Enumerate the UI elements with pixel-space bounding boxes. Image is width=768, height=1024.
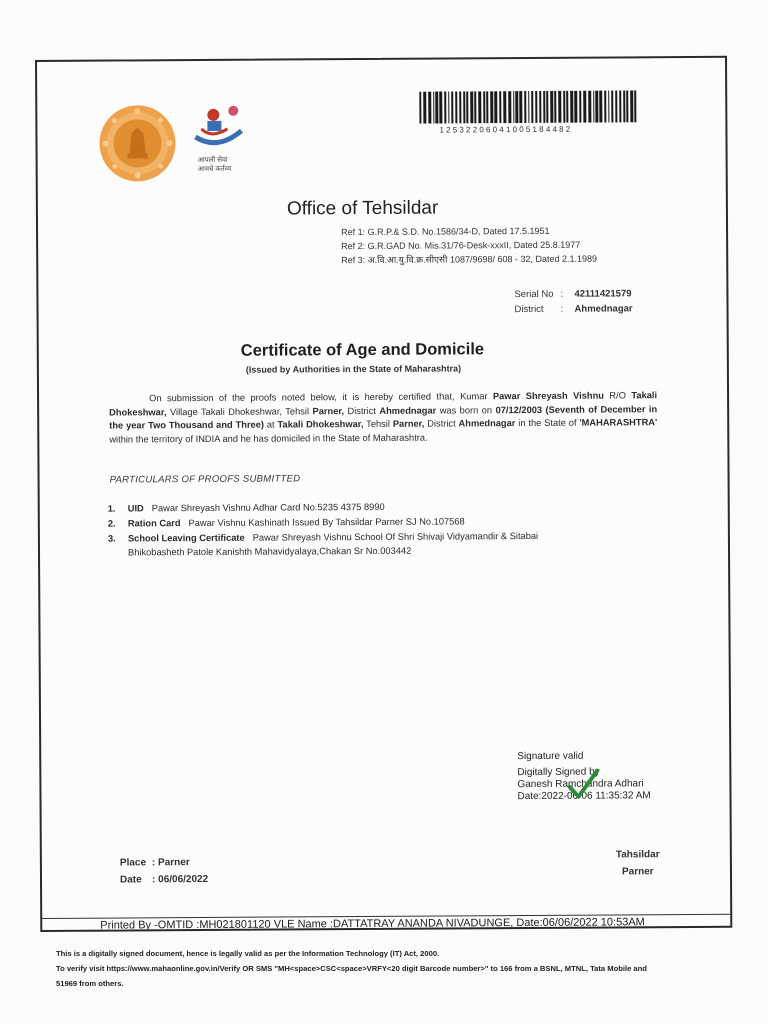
certificate-title: Certificate of Age and Domicile xyxy=(240,340,485,360)
barcode-bar xyxy=(419,92,421,124)
list-item: 3. School Leaving Certificate Pawar Shreyash Vishnu School Of Shri Shivaji Vidyamandir & Sitabai Bhikobasheth Patole Kanishth Mahavidyalaya,Chakan Sr No.003442 xyxy=(107,530,539,558)
hands-logo-icon xyxy=(187,101,249,151)
barcode-bar xyxy=(546,91,548,123)
barcode-bar xyxy=(433,92,434,124)
barcode-bar xyxy=(528,91,529,123)
barcode-bar xyxy=(554,91,556,123)
serial-value: 42111421579 xyxy=(574,288,632,300)
barcode-bar xyxy=(604,91,606,123)
barcode-bar xyxy=(535,91,537,123)
barcode-bar xyxy=(486,91,488,123)
barcode-bar xyxy=(531,91,533,123)
barcode-bar xyxy=(494,91,497,123)
applicant-name: Pawar Shreyash Vishnu xyxy=(492,390,604,402)
logo-caption: आपली सेवा आमचे कर्तव्य xyxy=(197,156,232,174)
barcode-bar xyxy=(499,91,501,123)
signature-valid-text: Signature valid xyxy=(517,750,584,763)
barcode-bar xyxy=(513,91,514,123)
barcode-bar xyxy=(455,91,457,123)
tahsildar-block: Tahsildar Parner xyxy=(615,849,660,878)
barcode-bar xyxy=(459,91,461,123)
digital-signature: Signature valid Digitally Signed by Ganesh Ramchandra Adhari Date:2022-06-06 11:35:32 AM xyxy=(517,750,651,803)
office-title: Office of Tehsildar xyxy=(286,197,439,220)
ref-line: Ref 1: G.R.P.& S.D. No.1586/34-D, Dated 17.5.1951 xyxy=(341,225,550,238)
certificate-frame xyxy=(35,56,732,932)
barcode-bar xyxy=(478,91,481,123)
barcode-bar xyxy=(508,91,511,123)
list-item: 2. Ration Card Pawar Vishnu Kashinath Issued By Tahsildar Parner SJ No.107568 xyxy=(107,516,465,529)
certificate-subtitle: (Issued by Authorities in the State of Maharashtra) xyxy=(245,363,462,375)
barcode-bar xyxy=(634,90,636,122)
barcode-bar xyxy=(439,92,442,124)
barcode-bar xyxy=(448,91,449,123)
barcode-bar xyxy=(435,92,438,124)
barcode-bar xyxy=(543,91,545,123)
barcode-bar xyxy=(630,90,633,122)
barcode-bar xyxy=(599,91,602,123)
barcode-bar xyxy=(558,91,561,123)
footer-line: This is a digitally signed document, hence is legally valid as per the Information Technology (IT) Act, 2000. xyxy=(56,949,440,958)
barcode-bar xyxy=(515,91,518,123)
proofs-heading: PARTICULARS OF PROOFS SUBMITTED xyxy=(109,473,301,486)
district-label: District xyxy=(514,303,544,316)
maharashtra-seal-icon xyxy=(97,103,177,183)
barcode-number: 12532206041005184482 xyxy=(439,124,573,135)
barcode-bar xyxy=(588,91,591,123)
barcode-bar xyxy=(583,91,586,123)
footer-line: 51969 from others. xyxy=(56,979,124,988)
barcode-bar xyxy=(608,90,609,122)
barcode-bar xyxy=(563,91,565,123)
check-mark-icon xyxy=(565,767,601,803)
barcode-bar xyxy=(579,91,581,123)
date-of-birth: 07/12/2003 (Seventh of December in the year Two Thousand and Three) xyxy=(109,403,658,431)
serial-label: Serial No xyxy=(514,288,554,301)
barcode-bar xyxy=(611,90,613,122)
barcode-bar xyxy=(423,92,426,124)
barcode-bar xyxy=(470,91,473,123)
serial-block: Serial No : 42111421579 District : Ahmednagar xyxy=(514,288,633,316)
barcode-bar xyxy=(466,91,468,123)
printed-by-line: Printed By -OMTID :MH021801120 VLE Name :DATTATRAY ANANDA NIVADUNGE, Date:06/06/2022 10:53AM xyxy=(100,916,645,932)
barcode-bar xyxy=(483,91,485,123)
barcode-bar xyxy=(428,92,431,124)
ref-line: Ref 2: G.R.GAD No. Mis.31/76-Desk-xxxII, Dated 25.8.1977 xyxy=(341,239,581,252)
ref-line: Ref 3: अ.वि.आ.यु.वि.क्र.सीएसी 1087/9698/ 608 - 32, Dated 2.1.1989 xyxy=(341,253,598,266)
barcode-bar xyxy=(539,91,541,123)
reference-list xyxy=(341,224,597,268)
district-value: Ahmednagar xyxy=(574,303,633,315)
verification-footer xyxy=(56,946,736,991)
barcode-bar xyxy=(623,90,625,122)
barcode-bar xyxy=(463,91,465,123)
footer-line: To verify visit https://www.mahaonline.gov.in/Verify OR SMS "MH<space>CSC<space>VRFY<20 digit Barcode number>" to 166 from a BSNL, MTNL, Tata Mobile and xyxy=(56,964,647,973)
certificate-body: On submission of the proofs noted below, it is hereby certified that, Kumar Pawar Shreyash Vishnu R/O Takali Dhokeshwar, Village Takali Dhokeshwar, Tehsil Parner, District Ahmednagar was born on 07/12/2003 (Seventh of December in the year Two Thousand and Three) at Takali Dhokeshwar, Tehsil Parner, District Ahmednagar in the State of 'MAHARASHTRA' within the territory of INDIA and he has domiciled in the State of Maharashtra. xyxy=(109,390,658,445)
place-value: Parner xyxy=(157,857,190,869)
barcode-bar xyxy=(451,91,453,123)
barcode-bar xyxy=(566,91,568,123)
proofs-list xyxy=(108,498,668,560)
barcode-bar xyxy=(474,91,476,123)
list-item: 1. UID Pawar Shreyash Vishnu Adhar Card No.5235 4375 8990 xyxy=(107,501,385,514)
place-date-block: Place : Parner Date : 06/06/2022 xyxy=(119,857,209,886)
barcode-bar xyxy=(519,91,522,123)
barcode-bar xyxy=(550,91,553,123)
barcode-bar xyxy=(626,90,628,122)
barcode xyxy=(419,90,637,123)
barcode-bar xyxy=(574,91,577,123)
barcode-bar xyxy=(444,91,446,123)
barcode-bar xyxy=(570,91,573,123)
barcode-bar xyxy=(524,91,526,123)
barcode-bar xyxy=(593,91,594,123)
barcode-bar xyxy=(619,90,621,122)
barcode-bar xyxy=(490,91,493,123)
barcode-bar xyxy=(595,91,598,123)
aapli-seva-logo xyxy=(187,101,249,179)
barcode-bar xyxy=(503,91,506,123)
date-value: 06/06/2022 xyxy=(158,873,209,886)
barcode-bar xyxy=(615,90,617,122)
